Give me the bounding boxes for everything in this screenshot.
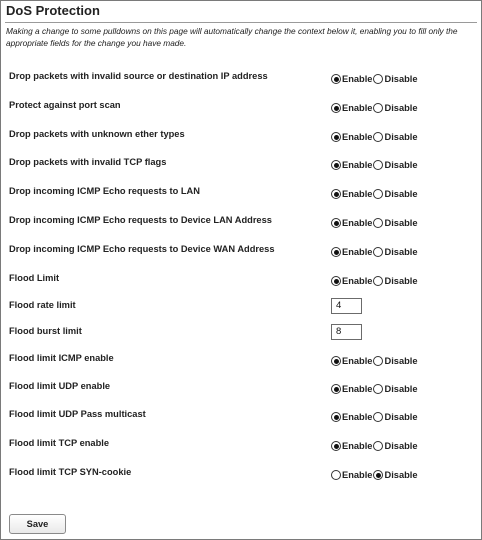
- disable-option[interactable]: [373, 103, 417, 113]
- disable-label: Disable: [384, 218, 418, 228]
- setting-label: Flood limit TCP enable: [9, 438, 110, 448]
- enable-disable-radio-group: [331, 438, 419, 452]
- disable-option[interactable]: [373, 189, 417, 199]
- enable-radio[interactable]: [331, 356, 341, 366]
- setting-label: Drop packets with invalid TCP flags: [9, 157, 167, 167]
- enable-disable-radio-group: [331, 186, 419, 200]
- setting-row: [1, 298, 482, 316]
- enable-disable-radio-group: [331, 353, 419, 367]
- disable-radio[interactable]: [373, 441, 383, 451]
- enable-label: Enable: [342, 189, 373, 199]
- setting-label: Drop packets with unknown ether types: [9, 129, 185, 139]
- disable-label: Disable: [384, 441, 418, 451]
- disable-radio[interactable]: [373, 189, 383, 199]
- setting-label: Flood limit ICMP enable: [9, 353, 114, 363]
- setting-label: Flood limit TCP SYN-cookie: [9, 467, 132, 477]
- enable-label: Enable: [342, 103, 373, 113]
- disable-radio[interactable]: [373, 470, 383, 480]
- enable-radio[interactable]: [331, 470, 341, 480]
- enable-label: Enable: [342, 247, 373, 257]
- enable-radio[interactable]: [331, 276, 341, 286]
- setting-row: [1, 407, 482, 425]
- enable-option[interactable]: [331, 218, 372, 228]
- disable-option[interactable]: [373, 132, 417, 142]
- enable-disable-radio-group: [331, 381, 419, 395]
- enable-label: Enable: [342, 412, 373, 422]
- disable-label: Disable: [384, 160, 418, 170]
- setting-label: Drop incoming ICMP Echo requests to LAN: [9, 186, 200, 196]
- disable-label: Disable: [384, 276, 418, 286]
- enable-option[interactable]: [331, 470, 372, 480]
- enable-disable-radio-group: [331, 244, 419, 258]
- title-divider: [5, 22, 477, 23]
- enable-label: Enable: [342, 218, 373, 228]
- enable-disable-radio-group: [331, 273, 419, 287]
- disable-label: Disable: [384, 74, 418, 84]
- setting-label: Flood Limit: [9, 273, 60, 283]
- disable-radio[interactable]: [373, 218, 383, 228]
- setting-row: [1, 351, 482, 369]
- enable-disable-radio-group: [331, 129, 419, 143]
- setting-row: [1, 155, 482, 173]
- enable-option[interactable]: [331, 103, 372, 113]
- setting-row: [1, 184, 482, 202]
- setting-label: Flood burst limit: [9, 326, 82, 336]
- setting-row: [1, 213, 482, 231]
- enable-radio[interactable]: [331, 103, 341, 113]
- save-button[interactable]: Save: [9, 514, 66, 534]
- enable-option[interactable]: [331, 247, 372, 257]
- enable-radio[interactable]: [331, 412, 341, 422]
- setting-row: [1, 324, 482, 342]
- setting-label: Flood rate limit: [9, 300, 76, 310]
- enable-radio[interactable]: [331, 160, 341, 170]
- setting-label: Flood limit UDP Pass multicast: [9, 409, 146, 419]
- enable-option[interactable]: [331, 441, 372, 451]
- setting-row: [1, 271, 482, 289]
- setting-row: [1, 69, 482, 87]
- enable-disable-radio-group: [331, 157, 419, 171]
- disable-radio[interactable]: [373, 160, 383, 170]
- disable-radio[interactable]: [373, 356, 383, 366]
- disable-label: Disable: [384, 189, 418, 199]
- disable-label: Disable: [384, 412, 418, 422]
- enable-radio[interactable]: [331, 384, 341, 394]
- enable-radio[interactable]: [331, 441, 341, 451]
- enable-radio[interactable]: [331, 74, 341, 84]
- disable-option[interactable]: [373, 412, 417, 422]
- enable-radio[interactable]: [331, 218, 341, 228]
- enable-label: Enable: [342, 441, 373, 451]
- disable-label: Disable: [384, 103, 418, 113]
- enable-label: Enable: [342, 74, 373, 84]
- disable-radio[interactable]: [373, 276, 383, 286]
- disable-option[interactable]: [373, 384, 417, 394]
- setting-label: Flood limit UDP enable: [9, 381, 111, 391]
- enable-option[interactable]: [331, 189, 372, 199]
- setting-row: [1, 379, 482, 397]
- disable-radio[interactable]: [373, 74, 383, 84]
- disable-option[interactable]: [373, 247, 417, 257]
- enable-disable-radio-group: [331, 467, 419, 481]
- setting-label: Protect against port scan: [9, 100, 121, 110]
- limit-input[interactable]: 4: [331, 298, 362, 314]
- disable-label: Disable: [384, 470, 418, 480]
- page-title: DoS Protection: [6, 3, 100, 18]
- enable-radio[interactable]: [331, 247, 341, 257]
- setting-row: [1, 465, 482, 483]
- disable-option[interactable]: [373, 160, 417, 170]
- enable-disable-radio-group: [331, 100, 419, 114]
- enable-option[interactable]: [331, 74, 372, 84]
- page-description: Making a change to some pulldowns on this page will automatically change the context below it, enabling you to fill only the appropriate fields for the change you have made.: [6, 26, 458, 48]
- disable-option[interactable]: [373, 356, 417, 366]
- enable-label: Enable: [342, 384, 373, 394]
- disable-option[interactable]: [373, 441, 417, 451]
- setting-label: Drop incoming ICMP Echo requests to Device LAN Address: [9, 215, 272, 225]
- enable-option[interactable]: [331, 356, 372, 366]
- limit-input[interactable]: 8: [331, 324, 362, 340]
- disable-radio[interactable]: [373, 412, 383, 422]
- enable-label: Enable: [342, 160, 373, 170]
- disable-option[interactable]: [373, 218, 417, 228]
- setting-label: Drop incoming ICMP Echo requests to Device WAN Address: [9, 244, 275, 254]
- enable-option[interactable]: [331, 132, 372, 142]
- enable-disable-radio-group: [331, 215, 419, 229]
- disable-radio[interactable]: [373, 247, 383, 257]
- enable-radio[interactable]: [331, 132, 341, 142]
- setting-row: [1, 127, 482, 145]
- enable-disable-radio-group: [331, 71, 419, 85]
- enable-radio[interactable]: [331, 189, 341, 199]
- enable-label: Enable: [342, 356, 373, 366]
- disable-label: Disable: [384, 384, 418, 394]
- disable-option[interactable]: [373, 276, 417, 286]
- enable-label: Enable: [342, 470, 373, 480]
- disable-radio[interactable]: [373, 132, 383, 142]
- enable-label: Enable: [342, 276, 373, 286]
- disable-label: Disable: [384, 132, 418, 142]
- enable-option[interactable]: [331, 276, 372, 286]
- enable-option[interactable]: [331, 412, 372, 422]
- disable-option[interactable]: [373, 470, 417, 480]
- disable-radio[interactable]: [373, 103, 383, 113]
- setting-row: [1, 242, 482, 260]
- enable-option[interactable]: [331, 160, 372, 170]
- setting-row: [1, 98, 482, 116]
- enable-option[interactable]: [331, 384, 372, 394]
- enable-label: Enable: [342, 132, 373, 142]
- disable-label: Disable: [384, 247, 418, 257]
- setting-row: [1, 436, 482, 454]
- disable-option[interactable]: [373, 74, 417, 84]
- disable-radio[interactable]: [373, 384, 383, 394]
- setting-label: Drop packets with invalid source or destination IP address: [9, 71, 268, 81]
- enable-disable-radio-group: [331, 409, 419, 423]
- disable-label: Disable: [384, 356, 418, 366]
